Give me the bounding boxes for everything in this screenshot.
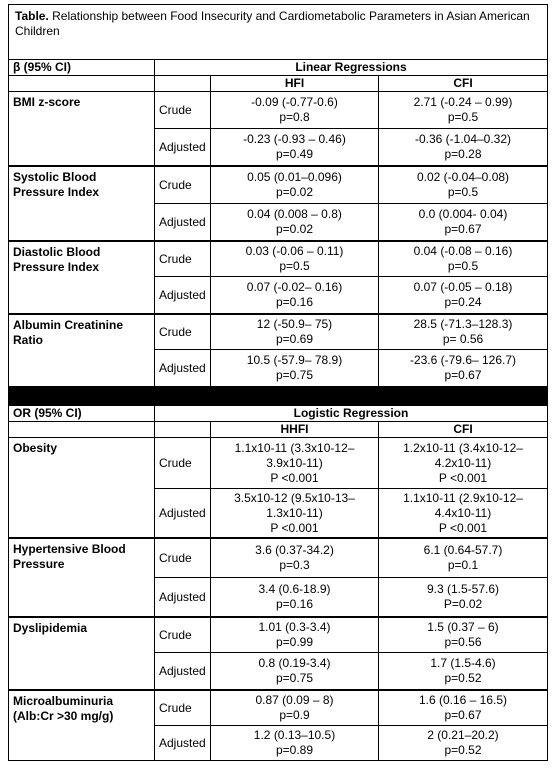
value-line: 3.6 (0.37-34.2): [255, 543, 334, 557]
adjusted-value-1: [211, 350, 379, 387]
value-line: P <0.001: [270, 470, 319, 485]
value-line: 10.5 (-57.9– 78.9): [246, 353, 343, 367]
results-table: [8, 4, 548, 761]
value-line: p=0.9: [279, 708, 310, 722]
value-line: p=0.75: [275, 368, 314, 382]
adjusted-value-1: [211, 578, 379, 618]
crude-value-2: [379, 438, 548, 489]
adjusted-value-2: [379, 489, 548, 539]
value-line: 0.0 (0.004- 0.04): [418, 207, 508, 221]
row-parameter: Hypertensive Blood Pressure: [9, 538, 155, 617]
crude-value-2: [379, 241, 548, 277]
logistic-section-title: Logistic Regression: [155, 406, 548, 422]
value-line: -0.36 (-1.04–0.32): [414, 132, 512, 146]
row-type-adjusted: Adjusted: [155, 489, 211, 539]
crude-value-1: [211, 538, 379, 578]
row-type-crude: Crude: [155, 241, 211, 277]
value-line: p=0.5: [447, 110, 479, 124]
value-line: 0.04 (-0.08 – 0.16): [413, 244, 513, 258]
row-type-adjusted: Adjusted: [155, 726, 211, 761]
crude-value-1: [211, 314, 379, 350]
value-line: p=0.56: [444, 635, 482, 649]
value-line: p=0.8: [279, 110, 310, 124]
row-parameter: Obesity: [9, 438, 155, 539]
logistic-rows: [9, 438, 548, 761]
value-line: P=0.02: [443, 597, 483, 611]
row-parameter: BMI z-score: [9, 92, 155, 167]
value-line: -23.6 (-79.6– 126.7): [409, 353, 517, 367]
table-container: [8, 4, 547, 761]
adjusted-value-2: [379, 350, 548, 387]
value-line: P <0.001: [438, 470, 488, 485]
row-parameter: Dyslipidemia: [9, 617, 155, 690]
row-type-adjusted: Adjusted: [155, 350, 211, 387]
table-row: [9, 617, 548, 653]
adjusted-value-1: [211, 277, 379, 315]
value-line: 1.1x10-11 (2.9x10-12–: [403, 490, 523, 505]
value-line: p=0.02: [275, 222, 314, 236]
value-line: 1.3x10-11): [266, 505, 323, 520]
crude-value-1: [211, 438, 379, 489]
value-line: 1.2 (0.13–10.5): [253, 728, 336, 742]
table-caption: [9, 5, 548, 60]
adjusted-value-1: [211, 204, 379, 242]
logistic-col-cfi: CFI: [379, 422, 548, 438]
value-line: 0.02 (-0.04–0.08): [416, 170, 510, 184]
row-parameter: Diastolic Blood Pressure Index: [9, 241, 155, 314]
crude-value-1: [211, 166, 379, 204]
value-line: 2.71 (-0.24 – 0.99): [413, 95, 513, 109]
row-type-crude: Crude: [155, 314, 211, 350]
value-line: 3.4 (0.6-18.9): [258, 582, 331, 596]
adjusted-value-2: [379, 578, 548, 618]
adjusted-value-1: [211, 129, 379, 167]
row-type-crude: Crude: [155, 92, 211, 129]
value-line: 0.8 (0.19-3.4): [258, 656, 331, 670]
table-row: [9, 438, 548, 489]
table-row: [9, 690, 548, 726]
linear-col-cfi: CFI: [379, 76, 548, 92]
linear-header-blank-2: [155, 76, 211, 92]
table-row: [9, 538, 548, 578]
value-line: 28.5 (-71.3–128.3): [413, 317, 513, 331]
adjusted-value-1: [211, 726, 379, 761]
value-line: 1.5 (0.37 – 6): [427, 620, 499, 634]
value-line: p=0.49: [275, 147, 314, 161]
adjusted-value-2: [379, 204, 548, 242]
linear-header-blank: [9, 76, 155, 92]
value-line: 0.07 (-0.05 – 0.18): [413, 280, 513, 294]
crude-value-2: [379, 314, 548, 350]
value-line: p=0.52: [444, 671, 482, 685]
row-type-crude: Crude: [155, 690, 211, 726]
value-line: -0.09 (-0.77-0.6): [251, 95, 338, 109]
value-line: p=0.89: [275, 743, 314, 757]
row-type-adjusted: Adjusted: [155, 653, 211, 691]
value-line: p=0.69: [275, 332, 314, 346]
value-line: 4.2x10-11): [434, 455, 492, 470]
value-line: 4.4x10-11): [434, 505, 492, 520]
value-line: p=0.5: [447, 259, 479, 273]
value-line: p=0.16: [275, 295, 314, 309]
adjusted-value-1: [211, 653, 379, 691]
value-line: p=0.16: [275, 597, 314, 611]
crude-value-2: [379, 538, 548, 578]
row-parameter: Microalbuminuria (Alb:Cr >30 mg/g): [9, 690, 155, 761]
value-line: p=0.5: [279, 259, 310, 273]
logistic-col-hhfi: HHFI: [211, 422, 379, 438]
value-line: 3.5x10-12 (9.5x10-13–: [234, 490, 355, 505]
value-line: 1.1x10-11 (3.3x10-12–: [234, 440, 355, 455]
logistic-header-blank: [9, 422, 155, 438]
value-line: p= 0.56: [442, 332, 484, 346]
row-type-crude: Crude: [155, 538, 211, 578]
row-type-adjusted: Adjusted: [155, 578, 211, 618]
value-line: p=0.02: [275, 185, 314, 199]
value-line: P <0.001: [438, 520, 488, 535]
value-line: P <0.001: [270, 520, 319, 535]
crude-value-1: [211, 92, 379, 129]
value-line: 1.01 (0.3-3.4): [258, 620, 331, 634]
value-line: p=0.67: [444, 222, 482, 236]
value-line: p=0.75: [275, 671, 314, 685]
linear-col-hfi: HFI: [211, 76, 379, 92]
value-line: p=0.52: [444, 743, 482, 757]
row-type-adjusted: Adjusted: [155, 204, 211, 242]
value-line: 0.04 (0.008 – 0.8): [247, 207, 342, 221]
crude-value-1: [211, 241, 379, 277]
value-line: 0.07 (-0.02– 0.16): [246, 280, 343, 294]
value-line: p=0.5: [447, 185, 479, 199]
logistic-header-blank-2: [155, 422, 211, 438]
crude-value-2: [379, 617, 548, 653]
table-row: [9, 241, 548, 277]
value-line: p=0.3: [279, 558, 310, 572]
value-line: 1.6 (0.16 – 16.5): [418, 693, 508, 707]
value-line: p=0.67: [444, 708, 482, 722]
value-line: 0.87 (0.09 – 8): [255, 693, 334, 707]
value-line: p=0.99: [275, 635, 314, 649]
section-separator: [9, 387, 548, 406]
value-line: 1.7 (1.5-4.6): [430, 656, 496, 670]
caption-text: Relationship between Food Insecurity and Cardiometabolic Parameters in Asian American Children: [15, 9, 530, 38]
row-type-adjusted: Adjusted: [155, 129, 211, 167]
crude-value-2: [379, 166, 548, 204]
table-row: [9, 314, 548, 350]
adjusted-value-2: [379, 653, 548, 691]
value-line: p=0.1: [447, 558, 479, 572]
linear-rows: [9, 92, 548, 387]
value-line: 6.1 (0.64-57.7): [423, 543, 503, 557]
value-line: 3.9x10-11): [266, 455, 323, 470]
adjusted-value-2: [379, 726, 548, 761]
table-row: [9, 166, 548, 204]
row-parameter: Systolic Blood Pressure Index: [9, 166, 155, 241]
row-type-crude: Crude: [155, 438, 211, 489]
row-type-adjusted: Adjusted: [155, 277, 211, 315]
caption-label: Table.: [15, 9, 49, 23]
value-line: 0.03 (-0.06 – 0.11): [245, 244, 344, 258]
value-line: 1.2x10-11 (3.4x10-12–: [403, 440, 523, 455]
crude-value-1: [211, 617, 379, 653]
row-parameter: Albumin Creatinine Ratio: [9, 314, 155, 387]
value-line: 0.05 (0.01–0.096): [247, 170, 342, 184]
value-line: p=0.24: [444, 295, 482, 309]
table-row: [9, 92, 548, 129]
value-line: 12 (-50.9– 75): [256, 317, 333, 331]
value-line: p=0.28: [444, 147, 482, 161]
crude-value-2: [379, 690, 548, 726]
linear-section-title: Linear Regressions: [155, 60, 548, 76]
value-line: -0.23 (-0.93 – 0.46): [243, 132, 346, 146]
adjusted-value-1: [211, 489, 379, 539]
row-type-crude: Crude: [155, 617, 211, 653]
logistic-stat-label: OR (95% CI): [9, 406, 155, 422]
crude-value-2: [379, 92, 548, 129]
value-line: 2 (0.21–20.2): [427, 728, 499, 742]
value-line: p=0.67: [444, 368, 482, 382]
adjusted-value-2: [379, 129, 548, 167]
adjusted-value-2: [379, 277, 548, 315]
crude-value-1: [211, 690, 379, 726]
row-type-crude: Crude: [155, 166, 211, 204]
value-line: 9.3 (1.5-57.6): [426, 582, 500, 596]
linear-stat-label: β (95% CI): [9, 60, 155, 76]
